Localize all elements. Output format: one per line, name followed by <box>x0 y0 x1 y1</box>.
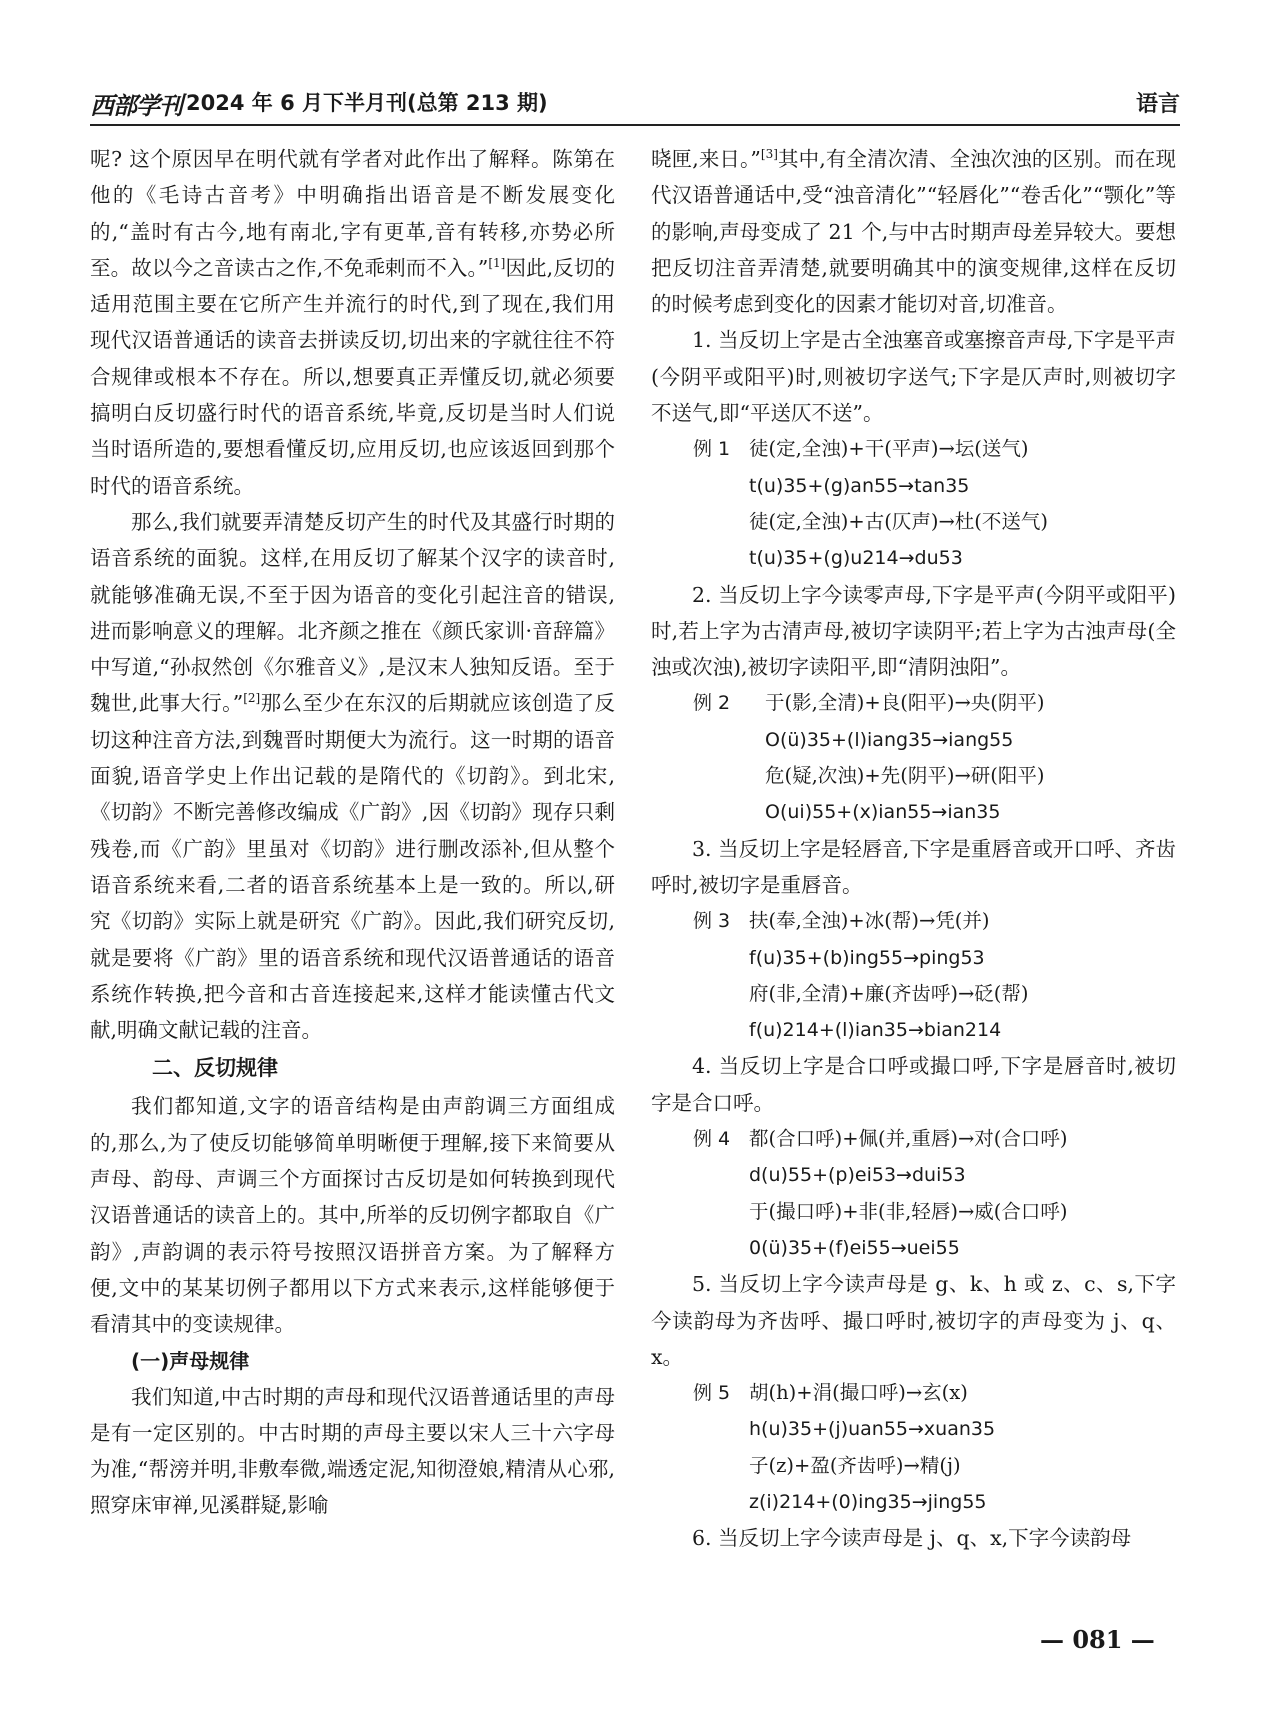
example-line: f(u)214+(l)ian35→bian214 <box>749 1019 1002 1042</box>
citation[interactable]: [3] <box>760 147 778 161</box>
example-line: t(u)35+(g)an55→tan35 <box>749 474 970 497</box>
rule-paragraph: 6. 当反切上字今读声母是 j、q、x,下字今读韵母 <box>692 1526 1132 1551</box>
example-label: 例 3 <box>693 910 731 933</box>
paragraph: 那么,我们就要弄清楚反切产生的时代及其盛行时期的语音系统的面貌。这样,在用反切了解某个汉字的读音时,就能够准确无误,不至于因为语音的变化引起注音的错误,进而影响意义的理解。北齐颜之推在《颜氏家训·音辞篇》中写道,“孙叔然创《尔雅音义》,是汉末人独知反语。至于魏世,此事大行。”[2]那么至少在东汉的后期就应该创造了反切这种注音方法,到魏晋时期便大为流行。这一时期的语音面貌,语音学史上作出记载的是隋代的《切韵》。到北宋,《切韵》不断完善修改编成《广韵》,因《切韵》现存只剩残卷,而《广韵》里虽对《切韵》进行删改添补,但从整个语音系统来看,二者的语音系统基本上是一致的。所以,研究《切韵》实际上就是研究《广韵》。因此,我们研究反切,就是要将《广韵》里的语音系统和现代汉语普通话的语音系统作转换,把今音和古音连接起来,这样才能读懂古代文献,明确文献记载的注音。 <box>90 509 616 1043</box>
example-line: f(u)35+(b)ing55→ping53 <box>749 946 985 969</box>
paragraph: 晓匣,来日。”[3]其中,有全清次清、全浊次浊的区别。而在现代汉语普通话中,受“浊音清化”“轻唇化”“卷舌化”“颚化”等的影响,声母变成了 21 个,与中古时期声母差异较大。要想把反切注音弄清楚,就要明确其中的演变规律,这样在反切的时候考虑到变化的因素才能切对音,切准音。 <box>651 147 1177 317</box>
rule-paragraph: 5. 当反切上字今读声母是 g、k、h 或 z、c、s,下字今读韵母为齐齿呼、撮口呼时,被切字的声母变为 j、q、x。 <box>651 1272 1176 1369</box>
page-number: — 081 — <box>1040 1625 1155 1654</box>
example-line: 例 5 胡(h)+涓(撮口呼)→玄(x) <box>651 1375 1176 1411</box>
example-line: d(u)55+(p)ei53→dui53 <box>749 1164 966 1187</box>
example-label: 例 1 <box>693 438 731 461</box>
example-label: 例 4 <box>693 1128 731 1151</box>
subsection-heading: (一)声母规律 <box>131 1348 250 1373</box>
example-line: 府(非,全清)+廉(齐齿呼)→砭(帮) <box>749 981 1029 1005</box>
example-line: h(u)35+(j)uan55→xuan35 <box>749 1418 996 1441</box>
citation[interactable]: [2] <box>243 691 261 706</box>
left-column <box>90 141 615 1524</box>
paragraph: 我们知道,中古时期的声母和现代汉语普通话里的声母是有一定区别的。中古时期的声母主要以宋人三十六字母为准,“帮滂并明,非敷奉微,端透定泥,知彻澄娘,精清从心邪,照穿床审禅,见溪群疑,影喻 <box>90 1384 615 1518</box>
example-label: 例 2 <box>693 692 731 715</box>
example-line: 危(疑,次浊)+先(阴平)→研(阳平) <box>765 764 1045 788</box>
header-rule <box>90 124 1180 126</box>
example-line: 例 1 徒(定,全浊)+干(平声)→坛(送气) <box>651 431 1176 467</box>
example-line: t(u)35+(g)u214→du53 <box>749 547 963 570</box>
example-line: 子(z)+盈(齐齿呼)→精(j) <box>749 1453 961 1477</box>
section-name: 语言 <box>1135 92 1180 117</box>
example-line: 于(撮口呼)+非(非,轻唇)→威(合口呼) <box>749 1199 1068 1223</box>
example-line: 例 4 都(合口呼)+佩(并,重唇)→对(合口呼) <box>651 1121 1176 1157</box>
citation[interactable]: [1] <box>488 255 506 270</box>
right-column <box>651 141 1176 1557</box>
rule-paragraph: 2. 当反切上字今读零声母,下字是平声(今阴平或阳平)时,若上字为古清声母,被切字读阴平;若上字为古浊声母(全浊或次浊),被切字读阳平,即“清阴浊阳”。 <box>651 582 1176 680</box>
example-line: 例 3 扶(奉,全浊)+冰(帮)→凭(并) <box>651 903 1176 939</box>
rule-paragraph: 1. 当反切上字是古全浊塞音或塞擦音声母,下字是平声(今阴平或阳平)时,则被切字送气;下字是仄声时,则被切字不送气,即“平送仄不送”。 <box>651 328 1176 426</box>
example-line: 0(ü)35+(f)ei55→uei55 <box>749 1236 960 1259</box>
journal-issue: 2024 年 6 月下半月刊(总第 213 期) <box>186 91 548 115</box>
example-line: z(i)214+(0)ing35→jing55 <box>749 1490 987 1513</box>
section-heading: 二、反切规律 <box>152 1056 278 1081</box>
rule-paragraph: 4. 当反切上字是合口呼或撮口呼,下字是唇音时,被切字是合口呼。 <box>651 1054 1176 1115</box>
journal-logo: 西部学刊 <box>90 91 182 120</box>
paragraph: 呢? 这个原因早在明代就有学者对此作出了解释。陈第在他的《毛诗古音考》中明确指出语音是不断发展变化的,“盖时有古今,地有南北,字有更革,音有转移,亦势必所至。故以今之音读古之作,不免乖剌而不入。”[1]因此,反切的适用范围主要在它所产生并流行的时代,到了现在,我们用现代汉语普通话的读音去拼读反切,切出来的字就往往不符合规律或根本不存在。所以,想要真正弄懂反切,就必须要搞明白反切盛行时代的语音系统,毕竟,反切是当时人们说当时语所造的,要想看懂反切,应用反切,也应该返回到那个时代的语音系统。 <box>90 147 615 498</box>
example-line: 徒(定,全浊)+古(仄声)→杜(不送气) <box>749 509 1049 533</box>
paragraph: 我们都知道,文字的语音结构是由声韵调三方面组成的,那么,为了使反切能够简单明晰便于理解,接下来简要从声母、韵母、声调三个方面探讨古反切是如何转换到现代汉语普通话的读音上的。其中,所举的反切例字都取自《广韵》,声韵调的表示符号按照汉语拼音方案。为了解释方便,文中的某某切例子都用以下方式来表示,这样能够便于看清其中的变读规律。 <box>90 1094 615 1337</box>
example-line: 例 2 于(影,全清)+良(阳平)→央(阴平) <box>651 685 1176 721</box>
example-label: 例 5 <box>693 1382 731 1405</box>
rule-paragraph: 3. 当反切上字是轻唇音,下字是重唇音或开口呼、齐齿呼时,被切字是重唇音。 <box>651 836 1176 897</box>
example-line: O(ui)55+(x)ian55→ian35 <box>765 801 1001 824</box>
example-line: O(ü)35+(l)iang35→iang55 <box>765 728 1014 751</box>
running-header <box>90 86 1180 120</box>
